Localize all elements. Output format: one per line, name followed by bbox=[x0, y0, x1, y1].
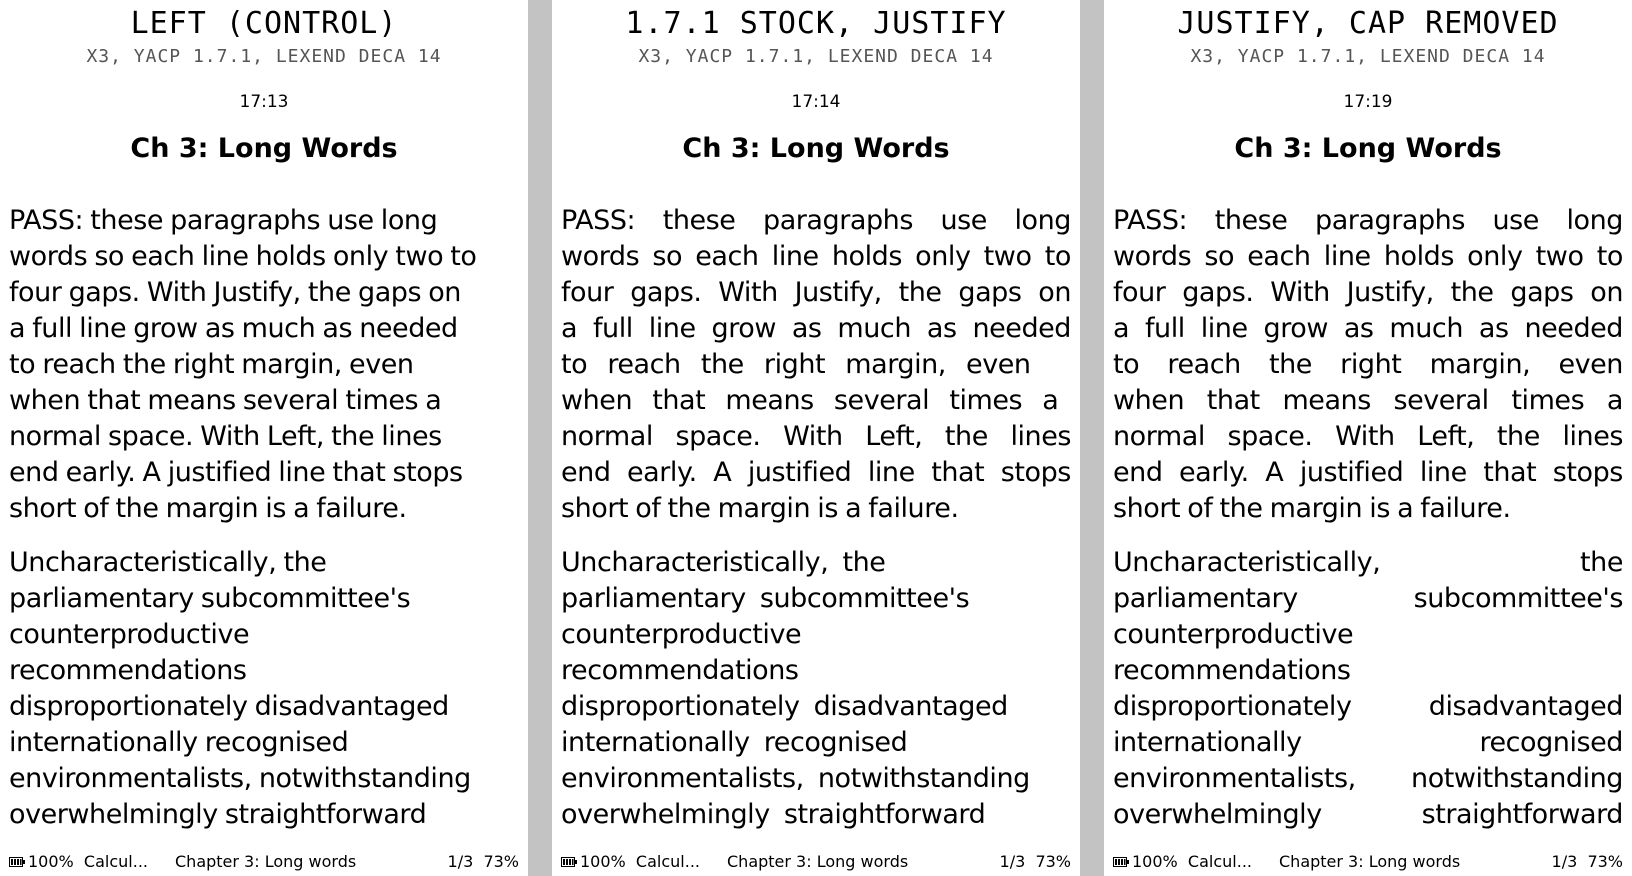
text-line: normal space. With Left, the lines bbox=[9, 421, 442, 452]
word: two bbox=[1535, 241, 1584, 272]
word: reach bbox=[1167, 349, 1241, 380]
text-line: disproportionately disadvantaged bbox=[9, 691, 449, 722]
panel-label: JUSTIFY, CAP REMOVED bbox=[1177, 6, 1559, 41]
word: notwithstanding bbox=[1411, 763, 1623, 794]
word: as bbox=[791, 313, 822, 344]
word: full bbox=[1144, 313, 1185, 344]
page-body bbox=[1113, 203, 1623, 833]
word: use bbox=[940, 205, 987, 236]
word: overwhelmingly bbox=[1113, 799, 1322, 830]
text-line bbox=[561, 203, 1071, 239]
word: lines bbox=[1010, 421, 1071, 452]
word: stops bbox=[1552, 457, 1623, 488]
word: early. bbox=[1179, 457, 1249, 488]
word: so bbox=[652, 241, 683, 272]
word: to bbox=[1113, 349, 1140, 380]
word: paragraphs bbox=[1315, 205, 1465, 236]
chapter-title: Ch 3: Long Words bbox=[682, 133, 950, 164]
word: grow bbox=[711, 313, 776, 344]
word: grow bbox=[1263, 313, 1328, 344]
word: that bbox=[1483, 457, 1537, 488]
text-line: short of the margin is a failure. bbox=[9, 493, 407, 524]
text-line: recommendations bbox=[9, 655, 247, 686]
word: margin, bbox=[1429, 349, 1531, 380]
text-line bbox=[561, 311, 1071, 347]
word: line bbox=[648, 313, 696, 344]
word: use bbox=[1492, 205, 1539, 236]
text-line: counterproductive bbox=[561, 619, 802, 650]
status-clock: 17:13 bbox=[239, 92, 289, 112]
word: means bbox=[1282, 385, 1371, 416]
footer-chapter: Chapter 3: Long words bbox=[1279, 852, 1461, 871]
word: line bbox=[867, 457, 915, 488]
word: these bbox=[1214, 205, 1288, 236]
word: disproportionately bbox=[1113, 691, 1352, 722]
panel-sublabel: X3, YACP 1.7.1, LEXEND DECA 14 bbox=[86, 46, 442, 67]
text-line: overwhelmingly straightforward bbox=[9, 799, 427, 830]
panel-sublabel: X3, YACP 1.7.1, LEXEND DECA 14 bbox=[638, 46, 994, 67]
text-line: internationally recognised bbox=[561, 727, 908, 758]
word: needed bbox=[1524, 313, 1623, 344]
text-line: when that means several times a bbox=[561, 385, 1059, 416]
word: With bbox=[1270, 277, 1330, 308]
word: justified bbox=[747, 457, 852, 488]
word: Left, bbox=[1417, 421, 1475, 452]
page-progress: 1/3 73% bbox=[447, 852, 519, 871]
word: subcommittee's bbox=[1413, 583, 1623, 614]
text-line: to reach the right margin, even bbox=[9, 349, 414, 380]
text-line: PASS: these paragraphs use long bbox=[9, 205, 438, 236]
text-line: when that means several times a bbox=[9, 385, 442, 416]
text-line: a full line grow as much as needed bbox=[9, 313, 458, 344]
word: recognised bbox=[1479, 727, 1623, 758]
word: parliamentary bbox=[1113, 583, 1298, 614]
chapter-title: Ch 3: Long Words bbox=[130, 133, 398, 164]
text-line bbox=[1113, 581, 1623, 617]
reader-panel-left-control bbox=[0, 0, 528, 876]
text-line bbox=[1113, 383, 1623, 419]
word: environmentalists, bbox=[1113, 763, 1356, 794]
word: a bbox=[1113, 313, 1130, 344]
word: lines bbox=[1562, 421, 1623, 452]
word: gaps bbox=[1510, 277, 1574, 308]
status-bar bbox=[0, 852, 528, 872]
status-bar bbox=[552, 852, 1080, 872]
word: much bbox=[1389, 313, 1463, 344]
text-line bbox=[1113, 311, 1623, 347]
word: the bbox=[944, 421, 988, 452]
word: much bbox=[837, 313, 911, 344]
page-body bbox=[9, 203, 519, 833]
text-line: counterproductive bbox=[9, 619, 250, 650]
word: space. bbox=[1227, 421, 1313, 452]
word: gaps. bbox=[1182, 277, 1254, 308]
page-body bbox=[561, 203, 1071, 833]
word: that bbox=[931, 457, 985, 488]
battery-status: 100% Calcul... bbox=[580, 852, 700, 871]
word: line bbox=[1200, 313, 1248, 344]
word: early. bbox=[627, 457, 697, 488]
text-line: short of the margin is a failure. bbox=[561, 493, 959, 524]
word: paragraphs bbox=[763, 205, 913, 236]
text-line bbox=[1113, 239, 1623, 275]
word: to bbox=[1596, 241, 1623, 272]
chapter-title: Ch 3: Long Words bbox=[1234, 133, 1502, 164]
reader-panel-justify-cap-removed bbox=[1104, 0, 1632, 876]
page-progress: 1/3 73% bbox=[1551, 852, 1623, 871]
text-line bbox=[1113, 797, 1623, 833]
text-line bbox=[1113, 419, 1623, 455]
word: the bbox=[1269, 349, 1312, 380]
word: A bbox=[713, 457, 732, 488]
word: normal bbox=[561, 421, 653, 452]
word: so bbox=[1204, 241, 1235, 272]
text-line bbox=[561, 275, 1071, 311]
footer-chapter: Chapter 3: Long words bbox=[175, 852, 357, 871]
panel-sublabel: X3, YACP 1.7.1, LEXEND DECA 14 bbox=[1190, 46, 1546, 67]
word: words bbox=[561, 241, 640, 272]
word: when bbox=[1113, 385, 1185, 416]
word: as bbox=[1478, 313, 1509, 344]
page-progress: 1/3 73% bbox=[999, 852, 1071, 871]
word: the bbox=[1580, 547, 1623, 578]
word: to bbox=[1044, 241, 1071, 272]
word: gaps. bbox=[630, 277, 702, 308]
battery-icon bbox=[561, 857, 577, 867]
word: gaps bbox=[958, 277, 1022, 308]
status-clock: 17:19 bbox=[1343, 92, 1393, 112]
word: a bbox=[1606, 385, 1623, 416]
word: justified bbox=[1299, 457, 1404, 488]
word: only bbox=[1467, 241, 1523, 272]
word: the bbox=[1450, 277, 1494, 308]
word: With bbox=[783, 421, 843, 452]
text-line bbox=[1113, 761, 1623, 797]
word: holds bbox=[831, 241, 902, 272]
text-line: recommendations bbox=[561, 655, 799, 686]
status-clock: 17:14 bbox=[791, 92, 841, 112]
text-line bbox=[561, 455, 1071, 491]
word: line bbox=[1419, 457, 1467, 488]
text-line bbox=[561, 419, 1071, 455]
word: stops bbox=[1000, 457, 1071, 488]
text-line: Uncharacteristically, the bbox=[9, 547, 327, 578]
text-line: parliamentary subcommittee's bbox=[561, 583, 970, 614]
word: a bbox=[561, 313, 578, 344]
word: the bbox=[1496, 421, 1540, 452]
status-bar bbox=[1104, 852, 1632, 872]
word: A bbox=[1265, 457, 1284, 488]
text-line bbox=[1113, 275, 1623, 311]
word: space. bbox=[675, 421, 761, 452]
word: on bbox=[1038, 277, 1071, 308]
word: line bbox=[1323, 241, 1371, 272]
text-line: Uncharacteristically, the bbox=[561, 547, 886, 578]
word: long bbox=[1566, 205, 1623, 236]
word: on bbox=[1590, 277, 1623, 308]
battery-icon bbox=[1113, 857, 1129, 867]
battery-status: 100% Calcul... bbox=[1132, 852, 1252, 871]
word: as bbox=[1343, 313, 1374, 344]
text-line bbox=[1113, 347, 1623, 383]
text-line bbox=[1113, 725, 1623, 761]
text-line: four gaps. With Justify, the gaps on bbox=[9, 277, 461, 308]
battery-status: 100% Calcul... bbox=[28, 852, 148, 871]
text-line: recommendations bbox=[1113, 655, 1351, 686]
word: end bbox=[561, 457, 611, 488]
word: disadvantaged bbox=[1428, 691, 1623, 722]
word: each bbox=[1247, 241, 1311, 272]
text-line: disproportionately disadvantaged bbox=[561, 691, 1008, 722]
reader-panel-stock-justify bbox=[552, 0, 1080, 876]
word: normal bbox=[1113, 421, 1205, 452]
text-line bbox=[1113, 203, 1623, 239]
word: Uncharacteristically, bbox=[1113, 547, 1381, 578]
word: needed bbox=[972, 313, 1071, 344]
word: even bbox=[1558, 349, 1623, 380]
text-line: environmentalists, notwithstanding bbox=[9, 763, 471, 794]
battery-icon bbox=[9, 857, 25, 867]
word: Left, bbox=[865, 421, 923, 452]
panel-label: LEFT (CONTROL) bbox=[130, 6, 398, 41]
text-line: overwhelmingly straightforward bbox=[561, 799, 986, 830]
text-line: environmentalists, notwithstanding bbox=[561, 763, 1030, 794]
word: right bbox=[1340, 349, 1402, 380]
word: long bbox=[1014, 205, 1071, 236]
word: straightforward bbox=[1421, 799, 1623, 830]
word: four bbox=[1113, 277, 1166, 308]
word: four bbox=[561, 277, 614, 308]
text-line: to reach the right margin, even bbox=[561, 349, 1031, 380]
word: PASS: bbox=[1113, 205, 1188, 236]
text-line: internationally recognised bbox=[9, 727, 349, 758]
text-line: words so each line holds only two to bbox=[9, 241, 477, 272]
word: several bbox=[1393, 385, 1489, 416]
text-line bbox=[561, 239, 1071, 275]
text-line bbox=[1113, 545, 1623, 581]
word: Justify, bbox=[1346, 277, 1434, 308]
word: With bbox=[1335, 421, 1395, 452]
word: times bbox=[1511, 385, 1585, 416]
text-line: short of the margin is a failure. bbox=[1113, 493, 1511, 524]
word: Justify, bbox=[794, 277, 882, 308]
word: end bbox=[1113, 457, 1163, 488]
footer-chapter: Chapter 3: Long words bbox=[727, 852, 909, 871]
word: that bbox=[1206, 385, 1260, 416]
text-line: parliamentary subcommittee's bbox=[9, 583, 411, 614]
word: PASS: bbox=[561, 205, 636, 236]
word: each bbox=[695, 241, 759, 272]
word: words bbox=[1113, 241, 1192, 272]
word: two bbox=[983, 241, 1032, 272]
panel-label: 1.7.1 STOCK, JUSTIFY bbox=[625, 6, 1007, 41]
text-line: counterproductive bbox=[1113, 619, 1354, 650]
text-line bbox=[1113, 689, 1623, 725]
word: as bbox=[926, 313, 957, 344]
text-line bbox=[1113, 455, 1623, 491]
word: the bbox=[898, 277, 942, 308]
word: line bbox=[771, 241, 819, 272]
word: holds bbox=[1383, 241, 1454, 272]
text-line: end early. A justified line that stops bbox=[9, 457, 463, 488]
word: full bbox=[592, 313, 633, 344]
word: With bbox=[718, 277, 778, 308]
word: these bbox=[662, 205, 736, 236]
word: internationally bbox=[1113, 727, 1302, 758]
word: only bbox=[915, 241, 971, 272]
